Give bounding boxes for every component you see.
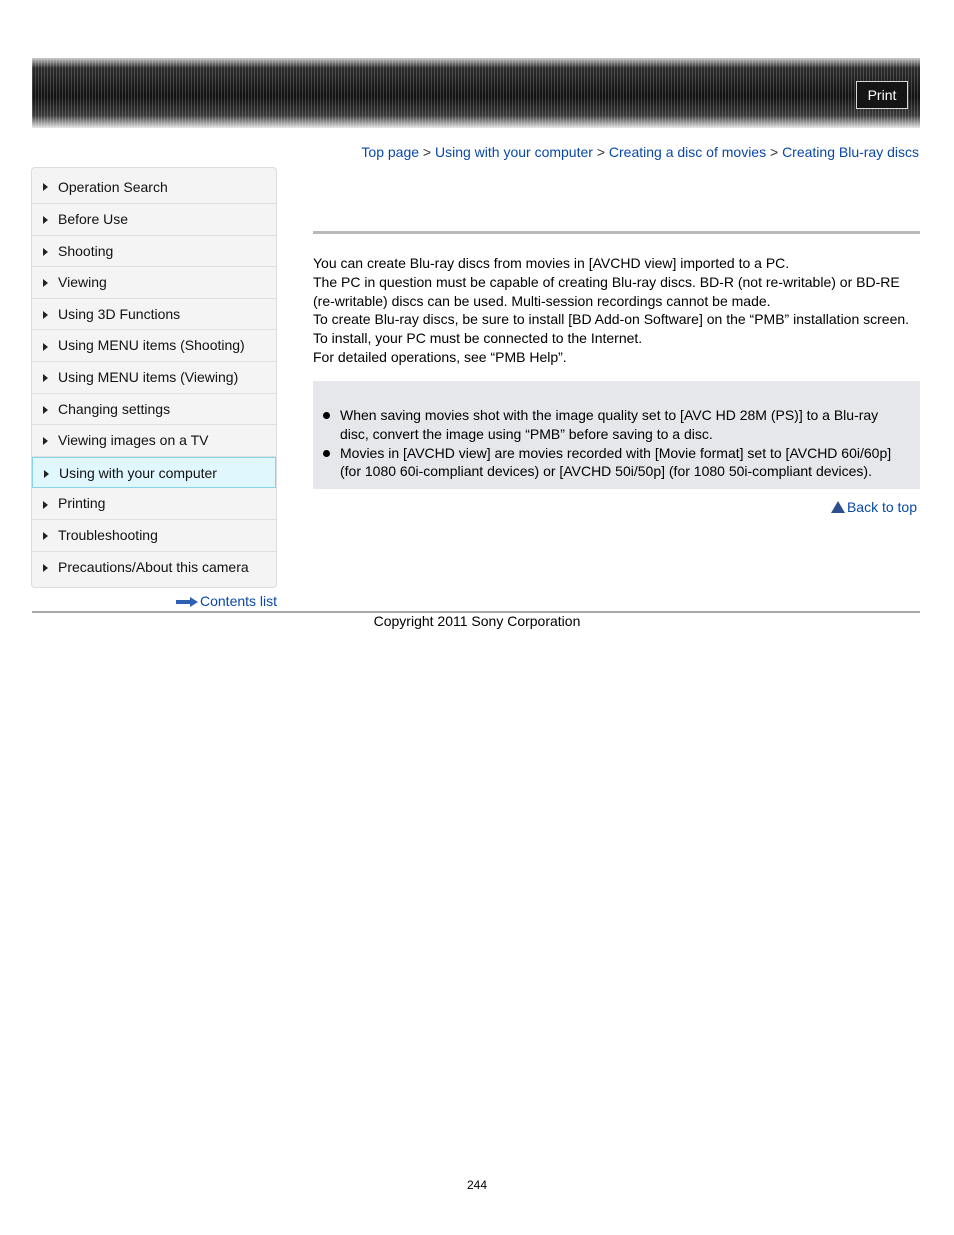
intro-paragraph: You can create Blu-ray discs from movies in [AVCHD view] imported to a PC. [313,255,790,271]
note-item [313,444,903,482]
intro-paragraph: The PC in question must be capable of creating Blu-ray discs. BD-R (not re-writable) or BD-RE (re-writable) discs can be used. Multi-session recordings cannot be made. [313,273,900,309]
sidebar-item-troubleshooting[interactable] [32,520,276,552]
sidebar-item-label: Viewing [58,274,107,291]
sidebar-item-printing[interactable] [32,488,276,520]
back-to-top-label: Back to top [846,499,917,515]
arrow-right-icon [43,311,48,319]
triangle-up-icon [831,501,845,513]
breadcrumb-using-with-computer[interactable]: Using with your computer [434,144,593,160]
title-divider [313,231,920,234]
sidebar-item-menu-shooting[interactable] [32,330,276,362]
intro-paragraph: To create Blu-ray discs, be sure to install [BD Add-on Software] on the “PMB” installation screen. To install, your PC must be connected to the Internet. [313,311,910,347]
sidebar-item-viewing-tv[interactable] [32,425,276,457]
note-item [313,406,903,444]
copyright-text: Copyright 2011 Sony Corporation [373,613,581,629]
sidebar-item-label: Changing settings [58,400,171,417]
arrow-right-icon [43,216,48,224]
note-text: When saving movies shot with the image quality set to [AVC HD 28M (PS)] to a Blu-ray disc, convert the image using “PMB” before saving to a disc. [340,407,879,442]
bullet-icon [323,412,330,419]
intro-text [313,254,923,367]
sidebar-item-label: Viewing images on a TV [58,432,209,449]
notes-box [313,381,920,489]
arrow-right-icon [43,248,48,256]
note-text: Movies in [AVCHD view] are movies recorded with [Movie format] set to [AVCHD 60i/60p] (for 1080 60i-compliant devices) or [AVCHD 50i/50p] (for 1080 50i-compliant devices). [340,444,892,480]
sidebar-item-menu-viewing[interactable] [32,362,276,394]
sidebar-item-changing-settings[interactable] [32,394,276,426]
sidebar-item-label: Using MENU items (Viewing) [58,368,239,385]
notes-list [313,406,903,481]
contents-list-link[interactable] [176,593,277,609]
bullet-icon [323,450,330,457]
sidebar-item-label: Printing [58,495,106,512]
arrow-right-icon [43,564,48,572]
breadcrumb-creating-disc[interactable]: Creating a disc of movies [608,144,767,160]
arrow-right-icon [44,470,49,478]
sidebar-item-label: Operation Search [58,179,168,195]
sidebar-item-3d-functions[interactable] [32,299,276,331]
sidebar-item-operation-search[interactable] [32,168,276,204]
arrow-right-icon [43,343,48,351]
breadcrumb-separator: > [422,144,432,160]
arrow-right-icon [43,406,48,414]
arrow-right-icon [43,279,48,287]
arrow-right-icon [43,183,48,191]
print-button[interactable]: Print [856,81,908,109]
arrow-right-icon [43,501,48,509]
arrow-right-icon [43,374,48,382]
sidebar-item-label: Precautions/About this camera [58,558,249,575]
sidebar-item-label: Using MENU items (Shooting) [58,337,245,354]
sidebar-nav [31,167,277,588]
sidebar-item-label: Shooting [58,242,114,259]
breadcrumb-separator: > [596,144,606,160]
sidebar-item-label: Troubleshooting [58,526,158,543]
sidebar-item-label: Using with your computer [59,464,217,481]
page-number: 244 [466,1178,488,1192]
breadcrumb-top-page[interactable]: Top page [361,144,420,160]
back-to-top-link[interactable] [831,499,917,515]
sidebar-item-label: Using 3D Functions [58,305,181,322]
sidebar-item-before-use[interactable] [32,204,276,236]
sidebar-item-shooting[interactable] [32,236,276,268]
arrow-right-icon [43,532,48,540]
arrow-right-icon [43,437,48,445]
arrow-right-icon [176,597,198,607]
breadcrumb-creating-bluray[interactable]: Creating Blu-ray discs [782,144,919,160]
sidebar-item-viewing[interactable] [32,267,276,299]
header-banner [32,58,920,128]
sidebar-item-label: Before Use [58,211,129,227]
contents-list-label: Contents list [200,593,278,609]
sidebar-item-using-computer[interactable] [32,457,276,489]
breadcrumb-separator: > [769,144,779,160]
breadcrumb [361,144,919,160]
sidebar-item-precautions[interactable] [32,552,276,584]
intro-paragraph: For detailed operations, see “PMB Help”. [313,348,567,365]
